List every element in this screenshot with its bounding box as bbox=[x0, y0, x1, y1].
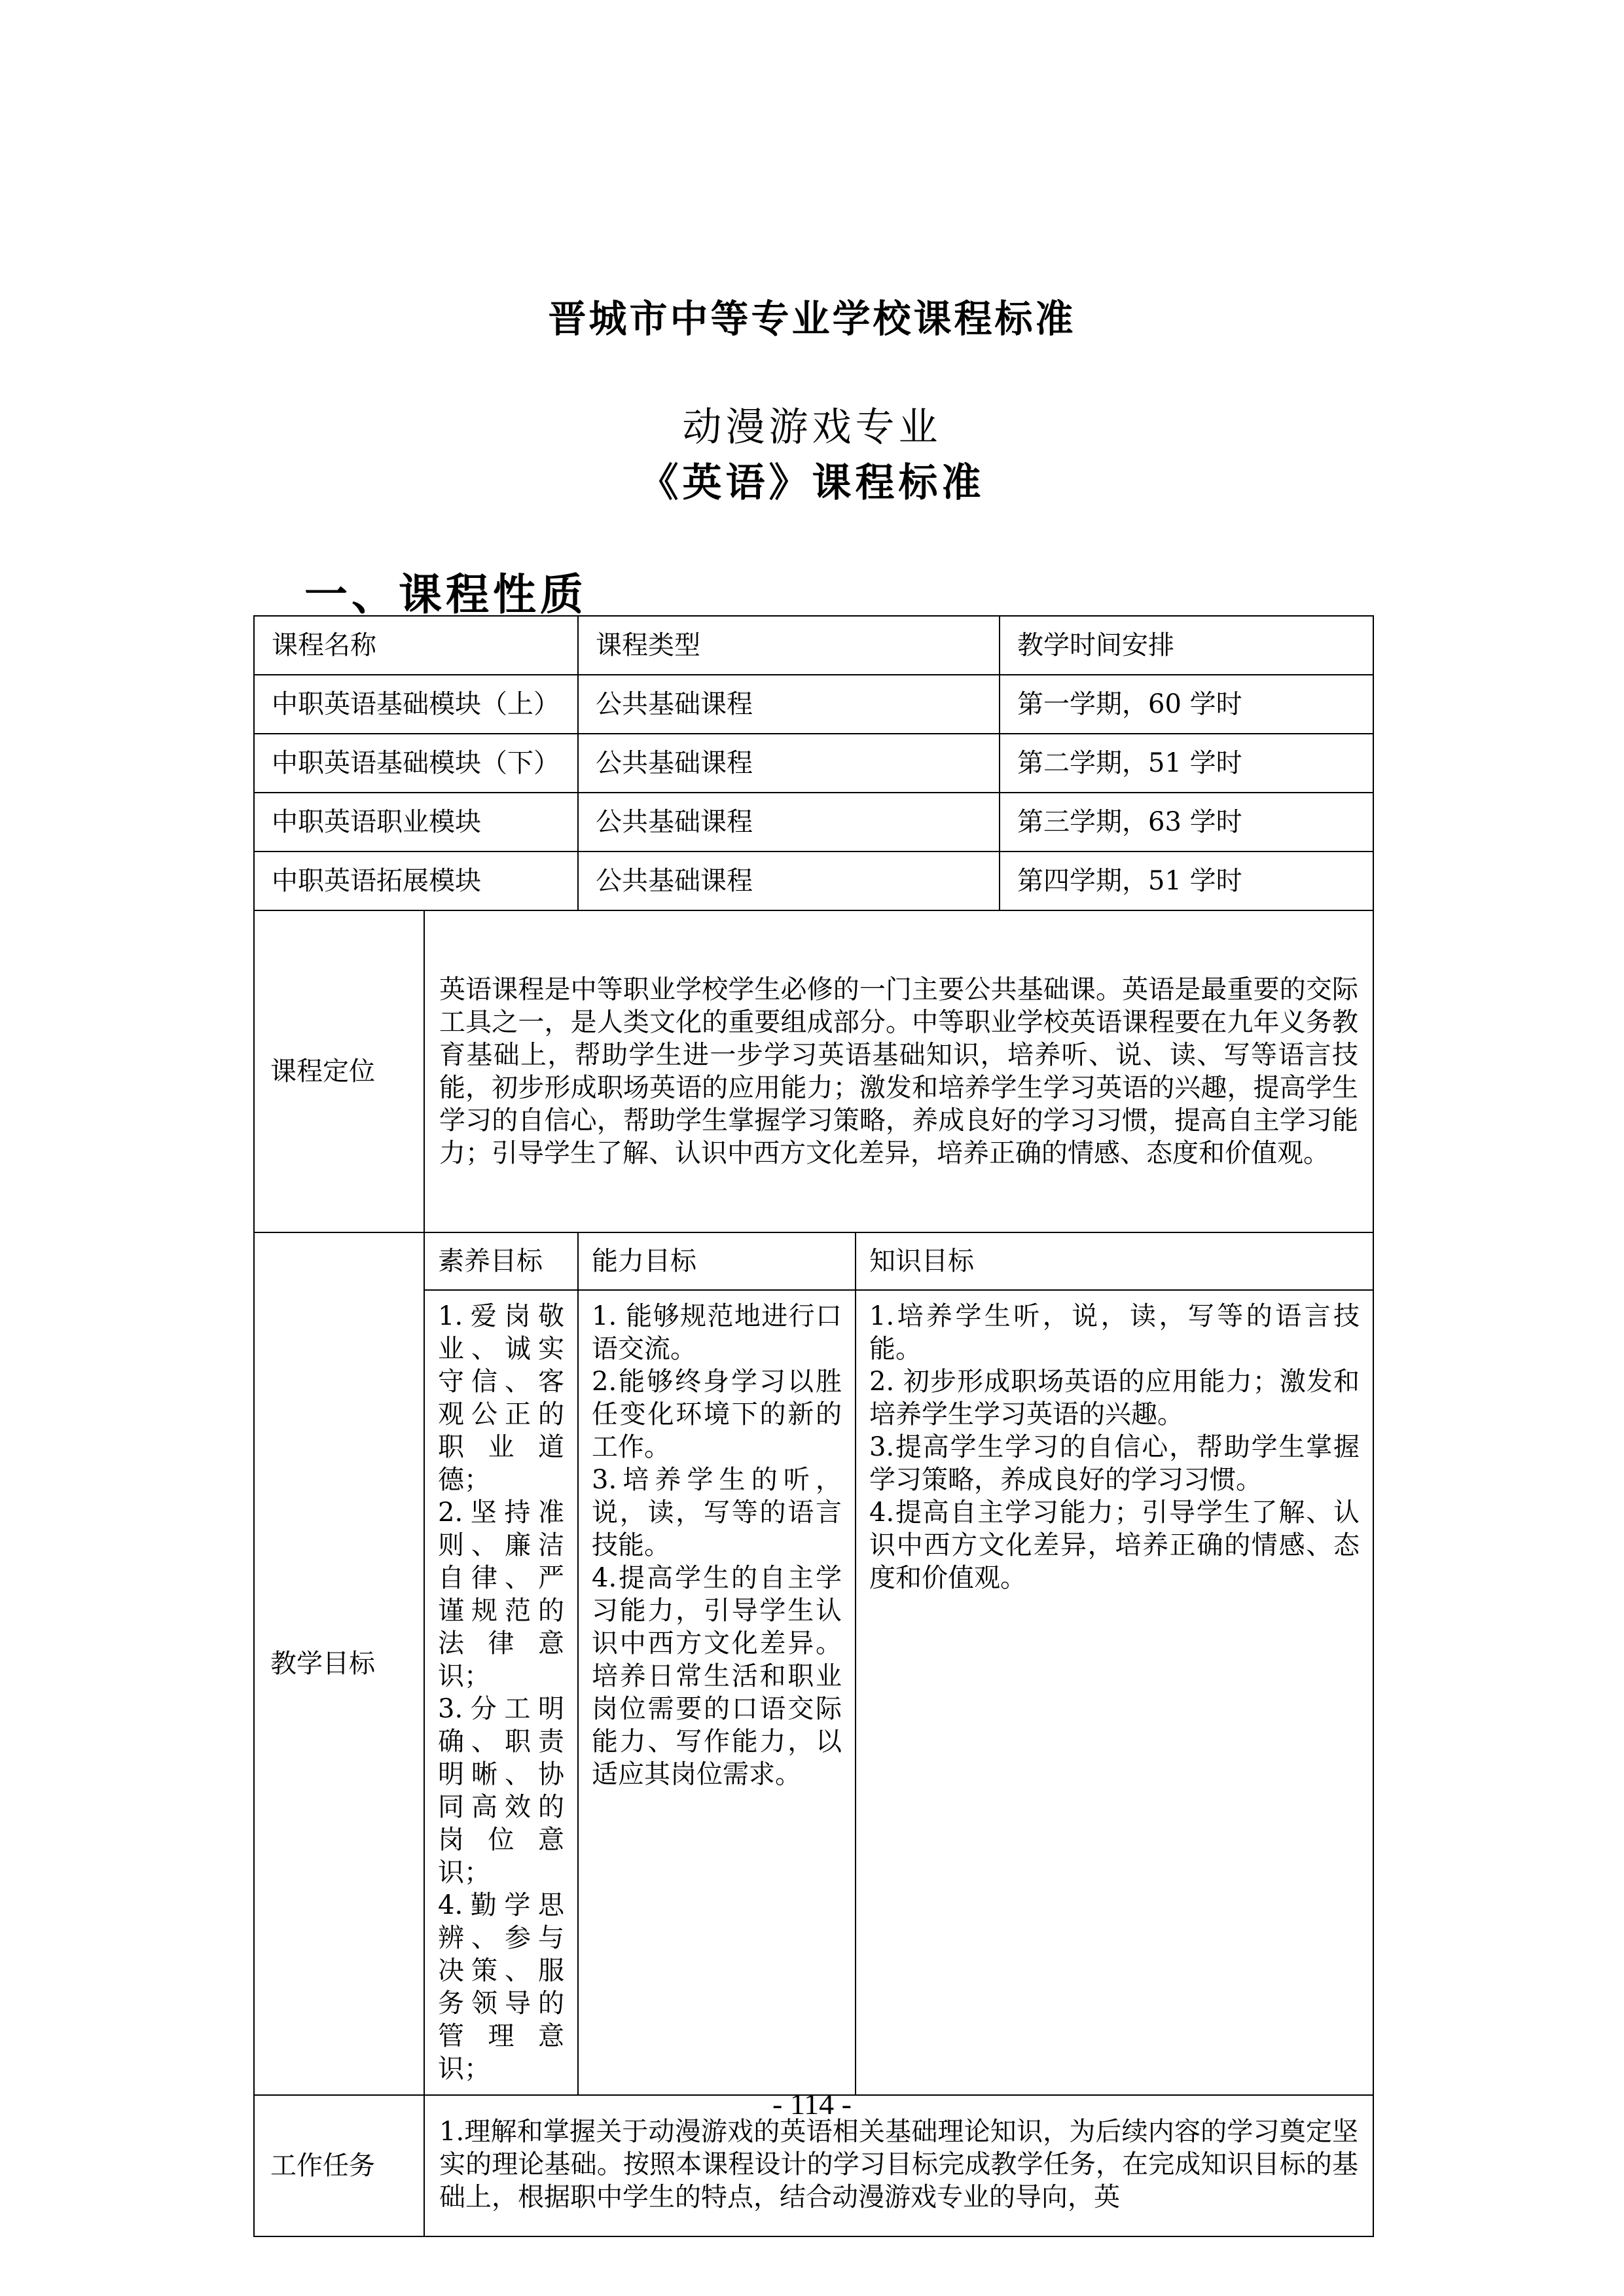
objective-header-knowledge: 知识目标 bbox=[856, 1232, 1373, 1290]
objective-header-ability: 能力目标 bbox=[578, 1232, 856, 1290]
cell-course-name: 中职英语基础模块（下） bbox=[254, 734, 578, 793]
cell-schedule: 第四学期，51 学时 bbox=[1000, 852, 1373, 910]
knowledge-objective-item: 2. 初步形成职场英语的应用能力；激发和培养学生学习英语的兴趣。 bbox=[869, 1367, 1360, 1429]
objectives-label: 教学目标 bbox=[254, 1232, 424, 2095]
knowledge-objective-item: 1.培养学生听，说，读，写等的语言技能。 bbox=[869, 1301, 1360, 1364]
cell-course-type: 公共基础课程 bbox=[578, 675, 1000, 734]
table-row bbox=[254, 675, 1373, 734]
ability-objective-item: 2.能够终身学习以胜任变化环境下的新的工作。 bbox=[592, 1367, 842, 1462]
work-tasks-text: 1.理解和掌握关于动漫游戏的英语相关基础理论知识，为后续内容的学习奠定坚实的理论基础。按照本课程设计的学习目标完成教学任务，在完成知识目标的基础上，根据职中学生的特点，结合动漫游戏专业的导向，英 bbox=[424, 2095, 1373, 2236]
table-row bbox=[254, 852, 1373, 910]
ability-objective-item: 3.培养学生的听，说，读，写等的语言技能。 bbox=[592, 1465, 842, 1560]
literacy-objectives bbox=[424, 1290, 578, 2095]
cell-schedule: 第三学期，63 学时 bbox=[1000, 793, 1373, 852]
literacy-objective-item: 2.坚持准则、廉洁自律、严谨规范的法律意识； bbox=[438, 1498, 564, 1691]
cell-course-name: 中职英语拓展模块 bbox=[254, 852, 578, 910]
objectives-header-row bbox=[254, 1232, 1373, 1290]
cell-course-type: 公共基础课程 bbox=[578, 793, 1000, 852]
header-course-name: 课程名称 bbox=[254, 616, 578, 675]
table-row bbox=[254, 734, 1373, 793]
section-heading: 一、课程性质 bbox=[304, 569, 587, 620]
table-header-row bbox=[254, 616, 1373, 675]
table-row bbox=[254, 793, 1373, 852]
objective-header-literacy: 素养目标 bbox=[424, 1232, 578, 1290]
literacy-objective-item: 1.爱岗敬业、诚实守信、客观公正的职业道德； bbox=[438, 1301, 564, 1495]
cell-course-type: 公共基础课程 bbox=[578, 734, 1000, 793]
cell-course-name: 中职英语基础模块（上） bbox=[254, 675, 578, 734]
cell-course-type: 公共基础课程 bbox=[578, 852, 1000, 910]
cell-schedule: 第一学期，60 学时 bbox=[1000, 675, 1373, 734]
knowledge-objective-item: 4.提高自主学习能力；引导学生了解、认识中西方文化差异，培养正确的情感、态度和价值观。 bbox=[869, 1498, 1360, 1593]
positioning-label: 课程定位 bbox=[254, 910, 424, 1232]
page-number: - 114 - bbox=[772, 2087, 852, 2121]
ability-objective-item: 4.提高学生的自主学习能力，引导学生认识中西方文化差异。培养日常生活和职业岗位需要的口语交际能力、写作能力，以适应其岗位需求。 bbox=[592, 1563, 842, 1789]
knowledge-objectives bbox=[856, 1290, 1373, 2095]
positioning-text: 英语课程是中等职业学校学生必修的一门主要公共基础课。英语是最重要的交际工具之一，是人类文化的重要组成部分。中等职业学校英语课程要在九年义务教育基础上，帮助学生进一步学习英语基础知识，培养听、说、读、写等语言技能，初步形成职场英语的应用能力；激发和培养学生学习英语的兴趣，提高学生学习的自信心，帮助学生掌握学习策略，养成良好的学习习惯，提高自主学习能力；引导学生了解、认识中西方文化差异，培养正确的情感、态度和价值观。 bbox=[424, 910, 1373, 1232]
literacy-objective-item: 3.分工明确、职责明晰、协同高效的岗位意识； bbox=[438, 1694, 564, 1888]
work-tasks-label: 工作任务 bbox=[254, 2095, 424, 2236]
course-title: 《英语》课程标准 bbox=[639, 460, 985, 506]
positioning-row bbox=[254, 910, 1373, 1232]
literacy-objective-item: 4.勤学思辨、参与决策、服务领导的管理意识； bbox=[438, 1890, 564, 2084]
cell-schedule: 第二学期，51 学时 bbox=[1000, 734, 1373, 793]
header-schedule: 教学时间安排 bbox=[1000, 616, 1373, 675]
header-course-type: 课程类型 bbox=[578, 616, 1000, 675]
cell-course-name: 中职英语职业模块 bbox=[254, 793, 578, 852]
major-name: 动漫游戏专业 bbox=[682, 404, 942, 450]
ability-objectives bbox=[578, 1290, 856, 2095]
knowledge-objective-item: 3.提高学生学习的自信心，帮助学生掌握学习策略，养成良好的学习习惯。 bbox=[869, 1432, 1360, 1495]
document-title: 晋城市中等专业学校课程标准 bbox=[548, 296, 1076, 341]
course-standard-table bbox=[253, 615, 1374, 2237]
ability-objective-item: 1. 能够规范地进行口语交流。 bbox=[592, 1301, 842, 1364]
